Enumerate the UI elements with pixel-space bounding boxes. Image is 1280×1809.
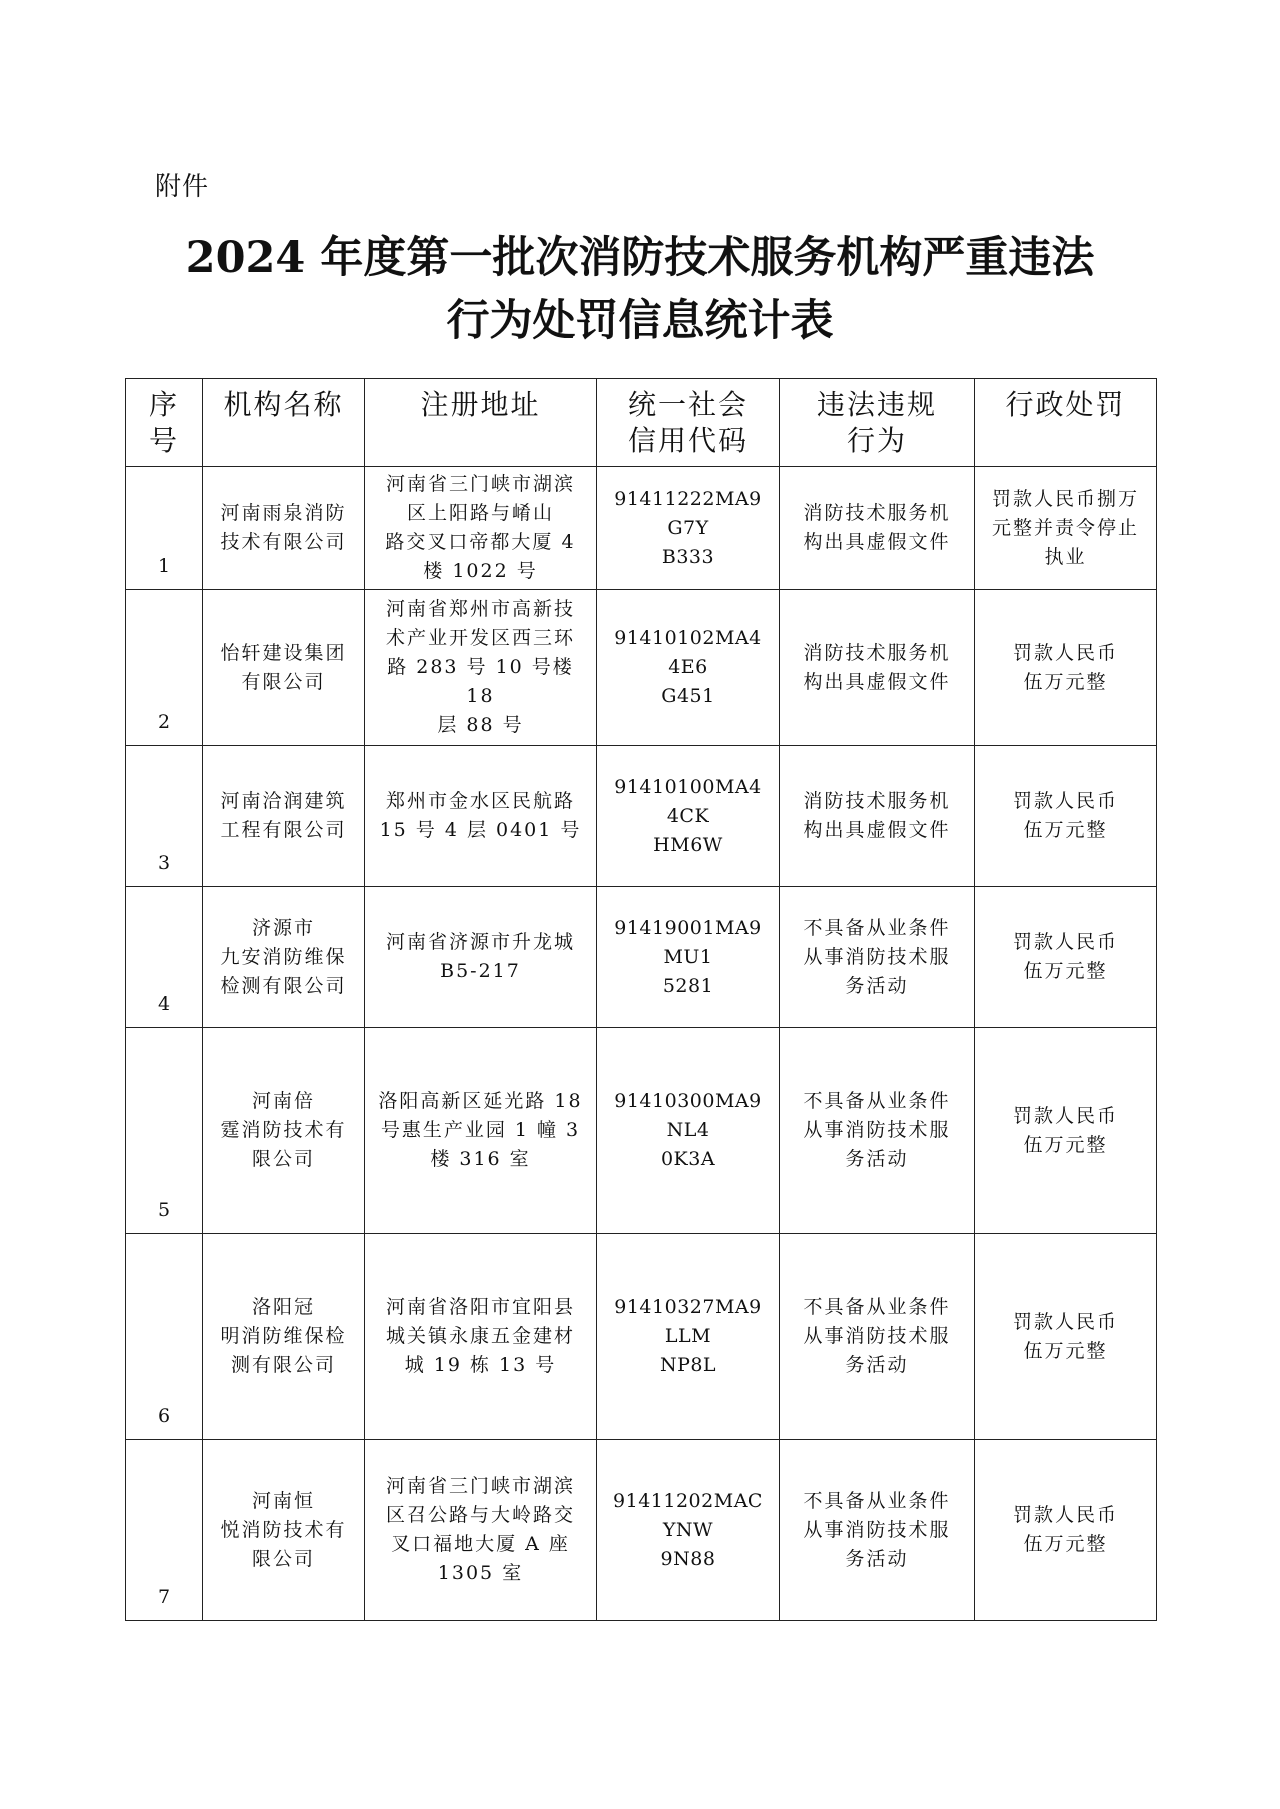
violation-behavior: 不具备从业条件 从事消防技术服 务活动 bbox=[780, 887, 975, 1028]
registered-address: 河南省郑州市高新技 术产业开发区西三环 路 283 号 10 号楼 18 层 88 号 bbox=[365, 590, 597, 746]
registered-address: 河南省济源市升龙城 B5-217 bbox=[365, 887, 597, 1028]
table-row bbox=[126, 746, 1157, 887]
administrative-penalty: 罚款人民币 伍万元整 bbox=[975, 590, 1157, 746]
agency-name: 济源市 九安消防维保 检测有限公司 bbox=[203, 887, 365, 1028]
row-index: 1 bbox=[126, 467, 203, 590]
violation-behavior: 不具备从业条件 从事消防技术服 务活动 bbox=[780, 1440, 975, 1621]
registered-address: 郑州市金水区民航路 15 号 4 层 0401 号 bbox=[365, 746, 597, 887]
violation-behavior: 不具备从业条件 从事消防技术服 务活动 bbox=[780, 1234, 975, 1440]
credit-code: 91419001MA9MU1 5281 bbox=[597, 887, 780, 1028]
table-row bbox=[126, 1440, 1157, 1621]
administrative-penalty: 罚款人民币捌万 元整并责令停止 执业 bbox=[975, 467, 1157, 590]
title-line-2: 行为处罚信息统计表 bbox=[446, 296, 834, 346]
credit-code: 91411202MACYNW 9N88 bbox=[597, 1440, 780, 1621]
table-row bbox=[126, 1028, 1157, 1234]
agency-name: 河南雨泉消防 技术有限公司 bbox=[203, 467, 365, 590]
violation-behavior: 消防技术服务机 构出具虚假文件 bbox=[780, 746, 975, 887]
header-index: 序 号 bbox=[126, 379, 203, 467]
credit-code: 91410102MA44E6 G451 bbox=[597, 590, 780, 746]
header-row bbox=[126, 379, 1157, 467]
credit-code: 91411222MA9G7Y B333 bbox=[597, 467, 780, 590]
violation-behavior: 消防技术服务机 构出具虚假文件 bbox=[780, 590, 975, 746]
agency-name: 河南恒 悦消防技术有 限公司 bbox=[203, 1440, 365, 1621]
credit-code: 91410100MA44CK HM6W bbox=[597, 746, 780, 887]
registered-address: 洛阳高新区延光路 18 号惠生产业园 1 幢 3 楼 316 室 bbox=[365, 1028, 597, 1234]
administrative-penalty: 罚款人民币 伍万元整 bbox=[975, 1234, 1157, 1440]
agency-name: 怡轩建设集团 有限公司 bbox=[203, 590, 365, 746]
credit-code: 91410327MA9LLM NP8L bbox=[597, 1234, 780, 1440]
credit-code: 91410300MA9NL4 0K3A bbox=[597, 1028, 780, 1234]
header-violation: 违法违规 行为 bbox=[780, 379, 975, 467]
registered-address: 河南省三门峡市湖滨 区上阳路与崤山 路交叉口帝都大厦 4 楼 1022 号 bbox=[365, 467, 597, 590]
violation-behavior: 不具备从业条件 从事消防技术服 务活动 bbox=[780, 1028, 975, 1234]
agency-name: 河南洽润建筑 工程有限公司 bbox=[203, 746, 365, 887]
agency-name: 洛阳冠 明消防维保检 测有限公司 bbox=[203, 1234, 365, 1440]
administrative-penalty: 罚款人民币 伍万元整 bbox=[975, 746, 1157, 887]
agency-name: 河南倍 霆消防技术有 限公司 bbox=[203, 1028, 365, 1234]
row-index: 2 bbox=[126, 590, 203, 746]
administrative-penalty: 罚款人民币 伍万元整 bbox=[975, 1440, 1157, 1621]
header-credit-code: 统一社会 信用代码 bbox=[597, 379, 780, 467]
header-penalty: 行政处罚 bbox=[975, 379, 1157, 467]
violation-behavior: 消防技术服务机 构出具虚假文件 bbox=[780, 467, 975, 590]
penalty-table bbox=[125, 378, 1157, 1621]
registered-address: 河南省三门峡市湖滨 区召公路与大岭路交 叉口福地大厦 A 座 1305 室 bbox=[365, 1440, 597, 1621]
row-index: 4 bbox=[126, 887, 203, 1028]
administrative-penalty: 罚款人民币 伍万元整 bbox=[975, 887, 1157, 1028]
table-row bbox=[126, 590, 1157, 746]
table-row bbox=[126, 467, 1157, 590]
row-index: 3 bbox=[126, 746, 203, 887]
row-index: 5 bbox=[126, 1028, 203, 1234]
table-row bbox=[126, 887, 1157, 1028]
header-address: 注册地址 bbox=[365, 379, 597, 467]
registered-address: 河南省洛阳市宜阳县 城关镇永康五金建材 城 19 栋 13 号 bbox=[365, 1234, 597, 1440]
title-line-1: 2024 年度第一批次消防技术服务机构严重违法 bbox=[185, 233, 1095, 283]
header-name: 机构名称 bbox=[203, 379, 365, 467]
table-row bbox=[126, 1234, 1157, 1440]
attachment-label: 附件 bbox=[155, 172, 210, 202]
row-index: 7 bbox=[126, 1440, 203, 1621]
administrative-penalty: 罚款人民币 伍万元整 bbox=[975, 1028, 1157, 1234]
row-index: 6 bbox=[126, 1234, 203, 1440]
